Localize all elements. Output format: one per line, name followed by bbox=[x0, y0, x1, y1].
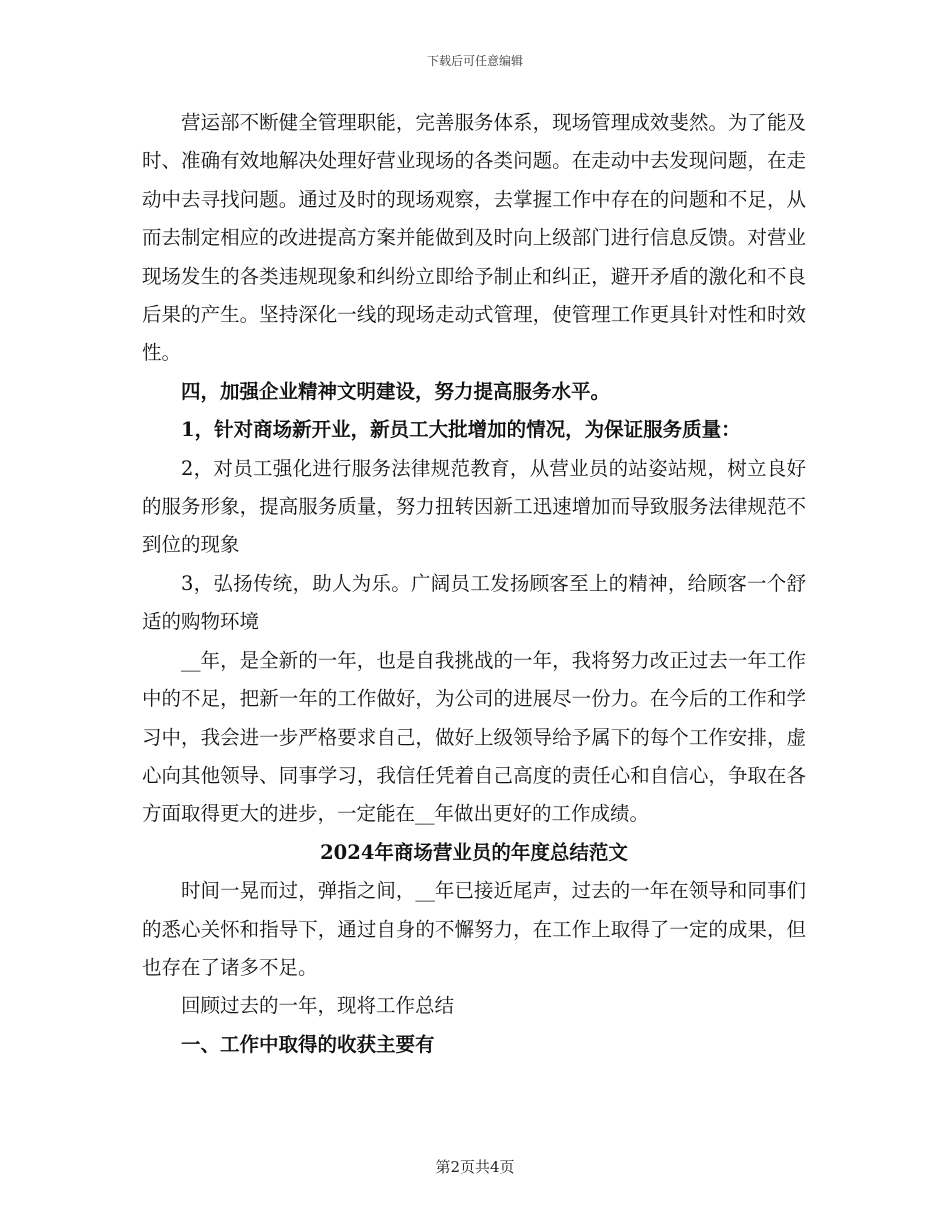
page-footer: 第2页共4页 bbox=[435, 1158, 515, 1176]
list-item-1: 1，针对商场新开业，新员工大批增加的情况，为保证服务质量： bbox=[181, 418, 741, 442]
list-item-2: 2，对员工强化进行服务法律规范教育，从营业员的站姿站规，树立良好的服务形象，提高服务质量，努力扭转因新工迅速增加而导致服务法律规范不到位的现象 bbox=[142, 456, 806, 557]
page-header: 下载后可任意编辑 bbox=[426, 54, 523, 68]
document-title: 2024年商场营业员的年度总结范文 bbox=[320, 840, 628, 864]
list-item-3: 3，弘扬传统，助人为乐。广阔员工发扬顾客至上的精神，给顾客一个舒适的购物环境 bbox=[142, 571, 806, 634]
paragraph-operations: 营运部不断健全管理职能，完善服务体系，现场管理成效斐然。为了能及时、准确有效地解决处理好营业现场的各类问题。在走动中去发现问题，在走动中去寻找问题。通过及时的现场观察，去掌握工作中存在的问题和不足，从而去制定相应的改进提高方案并能做到及时向上级部门进行信息反馈。对营业现场发生的各类违规现象和纠纷立即给予制止和纠正，避开矛盾的激化和不良后果的产生。坚持深化一线的现场走动式管理，使管理工作更具针对性和时效性。 bbox=[142, 111, 806, 365]
paragraph-new-year: __年，是全新的一年，也是自我挑战的一年，我将努力改正过去一年工作中的不足，把新一年的工作做好，为公司的进展尽一份力。在今后的工作和学习中，我会进一步严格要求自己，做好上级领导给予属下的每个工作安排，虚心向其他领导、同事学习，我信任凭着自己高度的责任心和自信心，争取在各方面取得更大的进步，一定能在__年做出更好的工作成绩。 bbox=[142, 648, 806, 826]
document-body bbox=[142, 104, 806, 1064]
section-heading-one: 一、工作中取得的收获主要有 bbox=[181, 1032, 435, 1056]
paragraph-intro: 时间一晃而过，弹指之间，__年已接近尾声，过去的一年在领导和同事们的悉心关怀和指导下，通过自身的不懈努力，在工作上取得了一定的成果，但也存在了诸多不足。 bbox=[142, 879, 806, 979]
paragraph-review: 回顾过去的一年，现将工作总结 bbox=[181, 994, 455, 1018]
section-heading-four: 四，加强企业精神文明建设，努力提高服务水平。 bbox=[181, 379, 611, 403]
